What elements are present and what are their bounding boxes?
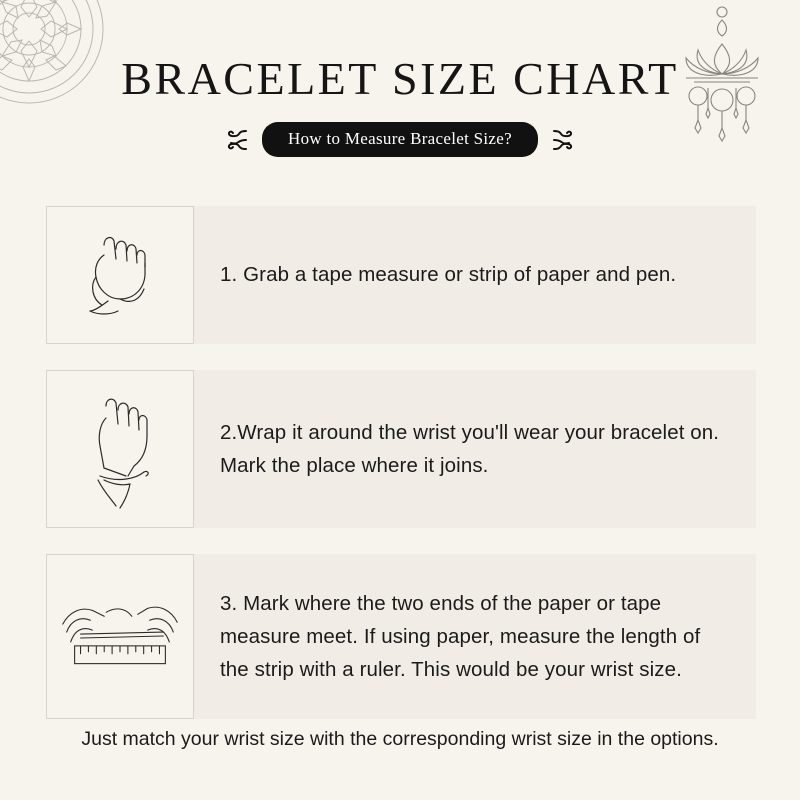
step-text: 1. Grab a tape measure or strip of paper and pen. bbox=[220, 263, 677, 287]
steps-list bbox=[46, 206, 756, 745]
hand-wrapping-wrist-illustration bbox=[46, 370, 194, 528]
hand-holding-tape-illustration bbox=[46, 206, 194, 344]
list-item bbox=[46, 554, 756, 719]
page-title: BRACELET SIZE CHART bbox=[121, 53, 679, 104]
swirl-flourish-icon bbox=[550, 127, 576, 153]
subtitle-pill: How to Measure Bracelet Size? bbox=[262, 122, 538, 157]
swirl-flourish-icon bbox=[224, 127, 250, 153]
list-item bbox=[46, 370, 756, 528]
hands-measuring-with-ruler-illustration bbox=[46, 554, 194, 719]
list-item bbox=[46, 206, 756, 344]
subtitle-row bbox=[0, 122, 800, 157]
step-text: 3. Mark where the two ends of the paper or tape measure meet. If using paper, measure the length of the strip with a ruler. This would be your wrist size. bbox=[220, 591, 701, 682]
footer-note: Just match your wrist size with the corresponding wrist size in the options. bbox=[81, 728, 719, 750]
step-text: 2.Wrap it around the wrist you'll wear your bracelet on. Mark the place where it joins. bbox=[220, 420, 720, 477]
